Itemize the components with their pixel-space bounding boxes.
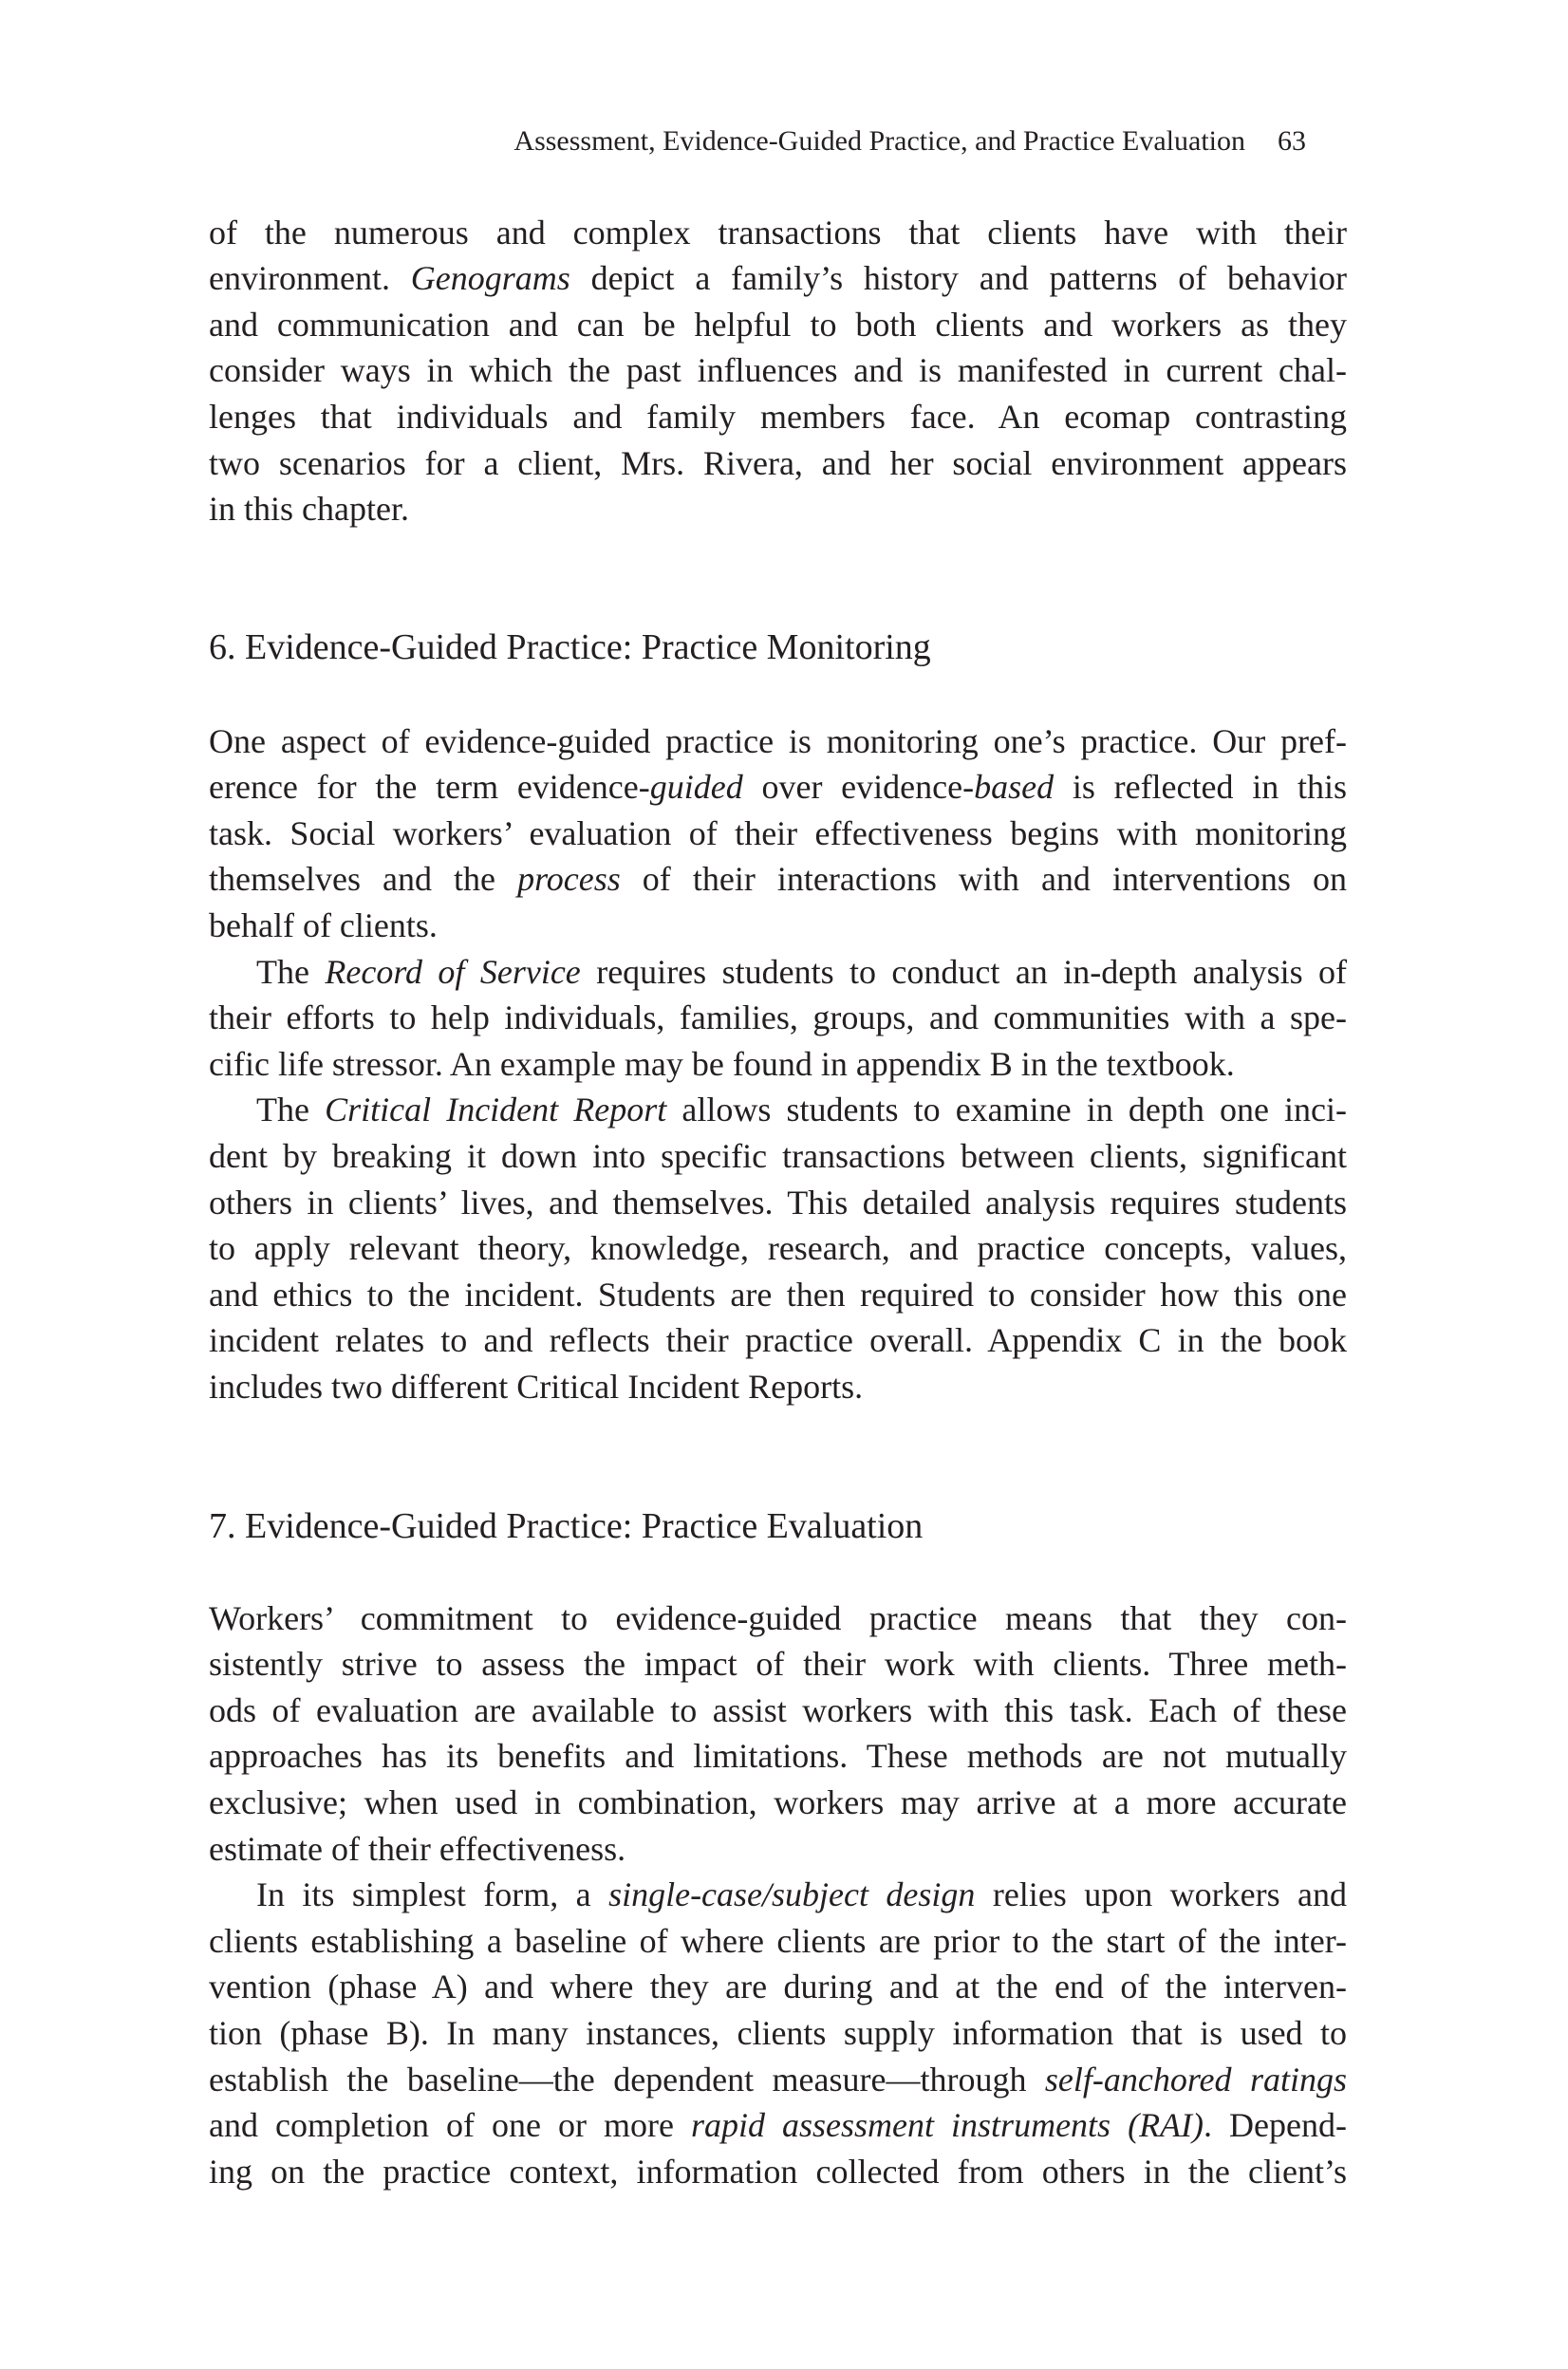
text-line xyxy=(209,718,1347,765)
text-run: to apply relevant theory, knowledge, research, and practice concepts, values, xyxy=(209,1229,1347,1268)
italic-term: based xyxy=(974,768,1055,807)
text-run: requires students to conduct an in-depth analysis of xyxy=(580,952,1347,991)
text-line xyxy=(209,1733,1347,1780)
text-line xyxy=(209,1780,1347,1826)
section-heading-practice-monitoring: 6. Evidence-Guided Practice: Practice Monitoring xyxy=(209,626,931,667)
text-line xyxy=(209,1180,1347,1226)
italic-term: Genograms xyxy=(410,259,570,298)
text-line xyxy=(209,2057,1347,2103)
text-line xyxy=(209,1688,1347,1734)
text-line xyxy=(209,1364,1347,1410)
italic-term: process xyxy=(517,860,621,899)
text-run: over evidence- xyxy=(742,768,975,807)
text-run: and completion of one or more xyxy=(209,2106,691,2145)
text-line xyxy=(209,210,1347,256)
text-run: incident relates to and reflects their practice overall. Appendix C in the book xyxy=(209,1321,1347,1360)
text-line xyxy=(209,1087,1347,1133)
text-line xyxy=(209,440,1347,487)
practice-evaluation-section xyxy=(209,1595,1347,2195)
text-line xyxy=(209,1918,1347,1965)
text-line xyxy=(209,2102,1347,2149)
paragraph xyxy=(209,1872,1347,2194)
text-line xyxy=(209,811,1347,857)
text-line xyxy=(209,302,1347,348)
running-head xyxy=(380,124,1306,159)
italic-term: self-anchored ratings xyxy=(1044,2060,1347,2099)
text-line xyxy=(209,995,1347,1041)
practice-monitoring-section xyxy=(209,718,1347,1410)
text-run: exclusive; when used in combination, workers may arrive at a more accurate xyxy=(209,1782,1347,1821)
text-run: tion (phase B). In many instances, clients supply information that is used to xyxy=(209,2013,1347,2052)
text-line xyxy=(209,1826,1347,1873)
text-run: One aspect of evidence-guided practice is monitoring one’s practice. Our pref- xyxy=(209,721,1347,760)
text-run: others in clients’ lives, and themselves. This detailed analysis requires students xyxy=(209,1183,1347,1222)
paragraph xyxy=(209,210,1347,532)
text-line xyxy=(209,1133,1347,1180)
text-line xyxy=(209,1964,1347,2010)
text-run: establish the baseline—the dependent measure—through xyxy=(209,2060,1045,2099)
italic-term: single-case/subject design xyxy=(608,1875,976,1914)
text-run: ods of evaluation are available to assist workers with this task. Each of these xyxy=(209,1690,1347,1729)
italic-term: Record of Service xyxy=(325,952,581,991)
text-run: dent by breaking it down into specific transactions between clients, significant xyxy=(209,1136,1347,1175)
text-run: includes two different Critical Incident Reports. xyxy=(209,1367,864,1406)
text-run: in this chapter. xyxy=(209,490,409,529)
text-line xyxy=(209,255,1347,302)
section-heading-practice-evaluation: 7. Evidence-Guided Practice: Practice Evaluation xyxy=(209,1505,924,1546)
text-line xyxy=(209,1041,1347,1088)
running-head-title: Assessment, Evidence-Guided Practice, and Practice Evaluation xyxy=(513,125,1245,157)
text-run: cific life stressor. An example may be found in appendix B in the textbook. xyxy=(209,1044,1235,1083)
paragraph xyxy=(209,1087,1347,1409)
paragraph xyxy=(209,718,1347,949)
text-line xyxy=(209,903,1347,949)
text-line xyxy=(209,1872,1347,1918)
text-line xyxy=(209,1595,1347,1642)
intro-section xyxy=(209,210,1347,532)
text-run: two scenarios for a client, Mrs. Rivera, and her social environment appears xyxy=(209,443,1347,482)
text-run: is reflected in this xyxy=(1054,768,1348,807)
italic-term: rapid assessment instruments (RAI) xyxy=(691,2106,1204,2145)
text-run: relies upon workers and xyxy=(975,1875,1348,1914)
text-line xyxy=(209,347,1347,394)
text-line xyxy=(209,1317,1347,1364)
text-run: The xyxy=(256,1091,326,1129)
text-run: . Depend- xyxy=(1204,2106,1347,2145)
text-line xyxy=(209,949,1347,996)
text-run: sistently strive to assess the impact of their work with clients. Three meth- xyxy=(209,1645,1347,1684)
paragraph xyxy=(209,949,1347,1088)
text-run: allows students to examine in depth one inci- xyxy=(666,1091,1348,1129)
text-line xyxy=(209,1225,1347,1272)
text-run: themselves and the xyxy=(209,860,518,899)
page-number: 63 xyxy=(1278,125,1306,157)
text-run: of their interactions with and interventions on xyxy=(620,860,1347,899)
text-run: of the numerous and complex transactions that clients have with their xyxy=(209,213,1347,252)
text-line xyxy=(209,486,1347,532)
text-run: task. Social workers’ evaluation of their effectiveness begins with monitoring xyxy=(209,813,1347,852)
paragraph xyxy=(209,1595,1347,1873)
text-run: The xyxy=(256,952,326,991)
text-line xyxy=(209,1641,1347,1688)
text-line xyxy=(209,2010,1347,2057)
text-run: and ethics to the incident. Students are then required to consider how this one xyxy=(209,1275,1347,1314)
text-line xyxy=(209,856,1347,903)
text-run: behalf of clients. xyxy=(209,905,438,944)
text-run: depict a family’s history and patterns of behavior xyxy=(569,259,1347,298)
italic-term: Critical Incident Report xyxy=(325,1091,667,1129)
italic-term: guided xyxy=(649,768,743,807)
text-line xyxy=(209,2149,1347,2195)
text-run: environment. xyxy=(209,259,411,298)
text-line xyxy=(209,1272,1347,1318)
text-run: estimate of their effectiveness. xyxy=(209,1829,626,1868)
text-run: lenges that individuals and family members face. An ecomap contrasting xyxy=(209,397,1347,436)
text-run: approaches has its benefits and limitations. These methods are not mutually xyxy=(209,1737,1347,1776)
text-run: ing on the practice context, information collected from others in the client’s xyxy=(209,2152,1347,2191)
text-line xyxy=(209,394,1347,440)
text-line xyxy=(209,764,1347,811)
text-run: and communication and can be helpful to both clients and workers as they xyxy=(209,305,1347,344)
text-run: vention (phase A) and where they are during and at the end of the interven- xyxy=(209,1968,1347,2006)
text-run: In its simplest form, a xyxy=(256,1875,609,1914)
text-run: clients establishing a baseline of where clients are prior to the start of the inter- xyxy=(209,1921,1347,1960)
text-run: Workers’ commitment to evidence-guided practice means that they con- xyxy=(209,1598,1347,1637)
text-run: consider ways in which the past influences and is manifested in current chal- xyxy=(209,351,1347,390)
text-run: erence for the term evidence- xyxy=(209,768,650,807)
text-run: their efforts to help individuals, families, groups, and communities with a spe- xyxy=(209,998,1347,1037)
